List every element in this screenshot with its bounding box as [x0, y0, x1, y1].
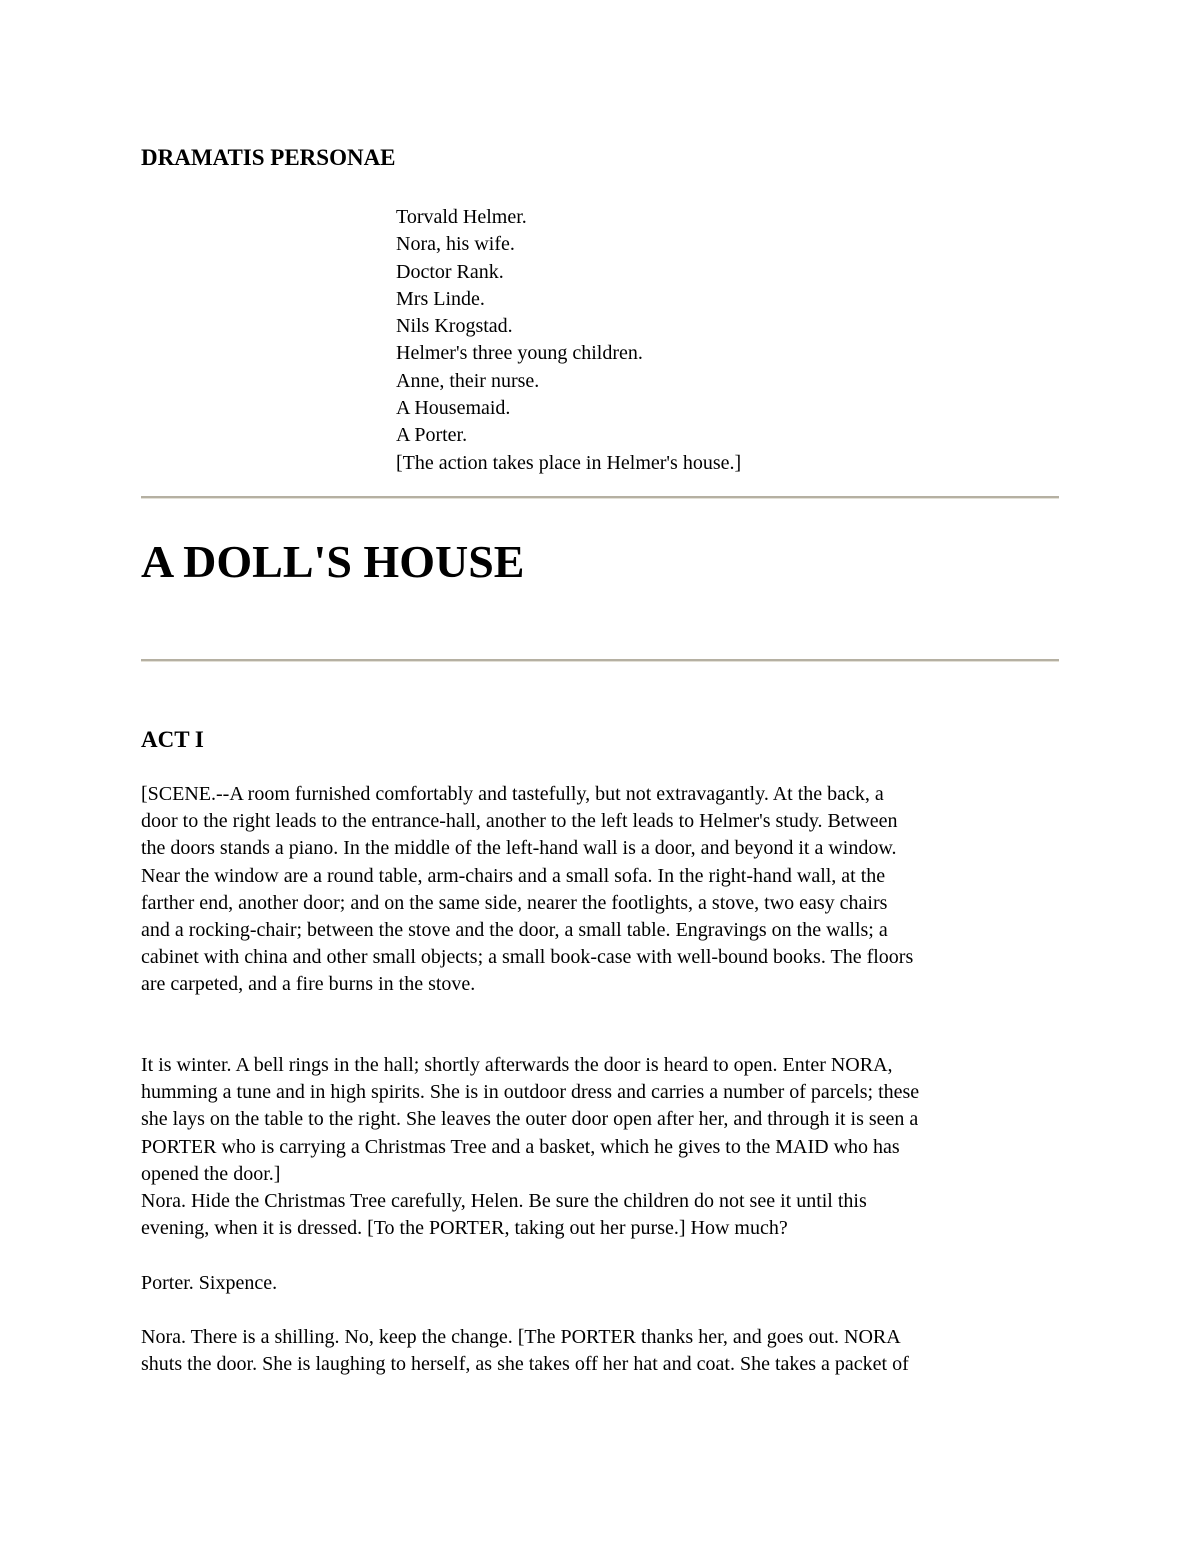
text-line: cabinet with china and other small objects; a small book-case with well-bound books. The floors	[141, 946, 914, 969]
text-line: humming a tune and in high spirits. She is in outdoor dress and carries a number of parcels; these	[141, 1081, 920, 1104]
cast-item: Nora, his wife.	[396, 233, 515, 256]
act-heading: ACT I	[141, 727, 204, 752]
cast-item: [The action takes place in Helmer's house.]	[396, 451, 742, 474]
cast-item: Nils Krogstad.	[396, 315, 513, 338]
cast-item: A Housemaid.	[396, 397, 511, 420]
text-line: [SCENE.--A room furnished comfortably and tastefully, but not extravagantly. At the back, a	[141, 783, 884, 805]
text-line: opened the door.]	[141, 1162, 281, 1185]
horizontal-rule	[141, 496, 1059, 499]
text-line: the doors stands a piano. In the middle of the left-hand wall is a door, and beyond it a window.	[141, 837, 897, 860]
text-line: Porter. Sixpence.	[141, 1272, 278, 1294]
dramatis-personae-heading: DRAMATIS PERSONAE	[141, 145, 396, 170]
text-line: Nora. Hide the Christmas Tree carefully, Helen. Be sure the children do not see it until this	[141, 1190, 867, 1212]
play-title: A DOLL'S HOUSE	[141, 536, 525, 587]
cast-item: Torvald Helmer.	[396, 206, 527, 228]
text-line: Nora. There is a shilling. No, keep the change. [The PORTER thanks her, and goes out. NORA	[141, 1326, 901, 1348]
text-line: farther end, another door; and on the same side, nearer the footlights, a stove, two easy chairs	[141, 891, 888, 914]
cast-item: Mrs Linde.	[396, 287, 485, 310]
text-line: Near the window are a round table, arm-chairs and a small sofa. In the right-hand wall, at the	[141, 864, 886, 887]
scene-paragraph	[141, 781, 913, 999]
dialogue-paragraph	[141, 1270, 277, 1297]
text-line: It is winter. A bell rings in the hall; shortly afterwards the door is heard to open. Enter NORA,	[141, 1054, 893, 1076]
cast-item: Doctor Rank.	[396, 260, 504, 283]
cast-item: Helmer's three young children.	[396, 342, 643, 365]
text-line: shuts the door. She is laughing to herself, as she takes off her hat and coat. She takes a packet of	[141, 1353, 909, 1376]
text-line: evening, when it is dressed. [To the PORTER, taking out her purse.] How much?	[141, 1217, 788, 1240]
text-line: PORTER who is carrying a Christmas Tree and a basket, which he gives to the MAID who has	[141, 1135, 900, 1158]
text-line: are carpeted, and a fire burns in the stove.	[141, 973, 476, 996]
cast-list	[396, 204, 741, 477]
cast-item: Anne, their nurse.	[396, 369, 540, 392]
text-line: and a rocking-chair; between the stove and the door, a small table. Engravings on the walls; a	[141, 919, 888, 942]
dialogue-paragraph	[141, 1324, 909, 1378]
cast-item: A Porter.	[396, 424, 468, 447]
dialogue-paragraph	[141, 1188, 867, 1242]
text-line: she lays on the table to the right. She leaves the outer door open after her, and through it is seen a	[141, 1108, 919, 1131]
horizontal-rule	[141, 659, 1059, 662]
stage-direction-paragraph	[141, 1052, 919, 1188]
text-line: door to the right leads to the entrance-hall, another to the left leads to Helmer's study. Between	[141, 810, 898, 833]
